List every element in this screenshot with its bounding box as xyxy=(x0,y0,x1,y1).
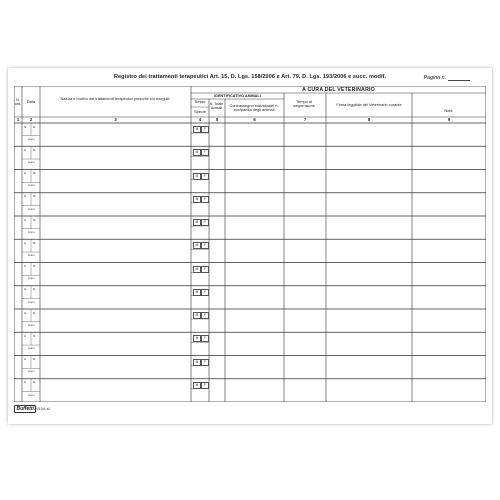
date-month-label: M xyxy=(33,380,36,385)
date-day-label: G xyxy=(24,310,27,315)
sex-male-box[interactable]: M xyxy=(193,149,201,156)
page-number-line[interactable] xyxy=(448,80,470,81)
date-year-label: Anno xyxy=(28,229,35,234)
date-day-label: G xyxy=(24,287,27,292)
register-sheet xyxy=(8,68,492,424)
date-year-label: Anno xyxy=(28,160,35,165)
date-month-label: M xyxy=(33,287,36,292)
col-header-data: Data xyxy=(26,99,36,104)
sex-male-box[interactable]: M xyxy=(193,219,201,226)
date-month-label: M xyxy=(33,171,36,175)
buffetti-logo: Buffetti xyxy=(14,405,36,413)
col-header-firma: Firma leggibile del Veterinario curante xyxy=(336,102,402,107)
date-month-label: M xyxy=(33,147,36,152)
sex-female-box[interactable]: F xyxy=(201,242,209,249)
col-header-natura: Natura e motivo dei trattamenti terapeutici prescritti e/o eseguiti xyxy=(60,96,170,101)
table-grid-lines xyxy=(14,86,486,402)
sex-male-box[interactable]: M xyxy=(193,242,201,249)
sex-female-box[interactable]: F xyxy=(201,289,209,296)
date-month-label: M xyxy=(33,240,36,245)
date-month-label: M xyxy=(33,124,36,129)
date-day-label: G xyxy=(24,264,27,268)
sex-female-box[interactable]: F xyxy=(201,312,209,319)
sex-female-box[interactable]: F xyxy=(201,196,209,203)
date-day-label: G xyxy=(24,240,27,245)
col-header-note: Note xyxy=(444,108,453,113)
date-month-label: M xyxy=(33,194,36,199)
page-number-label: Pagina n. xyxy=(423,75,446,81)
register-table xyxy=(14,86,486,402)
header-identificativo: IDENTIFICATIVO ANIMALI xyxy=(214,94,261,98)
sex-male-box[interactable]: M xyxy=(193,173,201,180)
sex-male-box[interactable]: M xyxy=(193,126,201,133)
page-number-field[interactable] xyxy=(424,75,470,81)
column-number-5: 5 xyxy=(215,117,219,122)
date-day-label: G xyxy=(24,333,27,338)
date-day-label: G xyxy=(24,194,27,199)
date-day-label: G xyxy=(24,380,27,385)
column-number-8: 8 xyxy=(367,117,371,122)
col-header-n-ord: N. ord. xyxy=(14,97,22,107)
date-month-label: M xyxy=(33,217,36,222)
column-number-1: 1 xyxy=(16,117,20,122)
date-day-label: G xyxy=(24,124,27,129)
date-year-label: Anno xyxy=(28,369,35,374)
column-number-9: 9 xyxy=(447,117,451,122)
date-year-label: Anno xyxy=(28,299,35,304)
sex-male-box[interactable]: M xyxy=(193,289,201,296)
sex-male-box[interactable]: M xyxy=(193,382,201,389)
column-number-3: 3 xyxy=(114,117,117,122)
sex-male-box[interactable]: M xyxy=(193,335,201,342)
date-year-label: Anno xyxy=(28,276,35,281)
register-title: Registro dei trattamenti terapeutici Art. 15, D. Lgs. 158/2006 e Art. 79, D. Lgs. 193/2006 e succ. modif. xyxy=(113,74,387,80)
date-year-label: Anno xyxy=(28,392,35,397)
sex-female-box[interactable]: F xyxy=(201,219,209,226)
sex-male-box[interactable]: M xyxy=(193,312,201,319)
date-year-label: Anno xyxy=(28,183,35,188)
column-number-4: 4 xyxy=(198,117,202,122)
date-day-label: G xyxy=(24,217,27,222)
sex-male-box[interactable]: M xyxy=(193,196,201,203)
form-code: 2910A.sl xyxy=(34,406,50,411)
date-year-label: Anno xyxy=(28,206,35,211)
date-year-label: Anno xyxy=(28,136,35,141)
col-header-n-totale: N. Totale Animali xyxy=(209,102,224,110)
date-month-label: M xyxy=(33,264,36,268)
date-day-label: G xyxy=(24,357,27,361)
col-header-tempo: Tempo di sospensione xyxy=(293,99,315,109)
sex-female-box[interactable]: F xyxy=(201,335,209,342)
column-number-2: 2 xyxy=(29,117,33,122)
sex-female-box[interactable]: F xyxy=(201,266,209,273)
col-header-contrassegno: Contrassegno individuale/ n. box/partita degli animali xyxy=(229,103,279,113)
date-month-label: M xyxy=(33,357,36,361)
sex-female-box[interactable]: F xyxy=(201,382,209,389)
date-month-label: M xyxy=(33,310,36,315)
date-day-label: G xyxy=(24,147,27,152)
column-number-6: 6 xyxy=(253,117,256,122)
date-year-label: Anno xyxy=(28,322,35,327)
header-veterinario: A CURA DEL VETERINARIO xyxy=(302,87,375,93)
date-day-label: G xyxy=(24,171,27,175)
date-month-label: M xyxy=(33,333,36,338)
date-year-label: Anno xyxy=(28,253,35,258)
sex-female-box[interactable]: F xyxy=(201,149,209,156)
sex-male-box[interactable]: M xyxy=(193,266,201,273)
col-header-specie: Specie xyxy=(194,109,206,114)
column-number-7: 7 xyxy=(303,117,307,122)
col-header-sesso: Sesso xyxy=(194,99,206,104)
sex-female-box[interactable]: F xyxy=(201,126,209,133)
sex-female-box[interactable]: F xyxy=(201,359,209,366)
sex-female-box[interactable]: F xyxy=(201,173,209,180)
sex-male-box[interactable]: M xyxy=(193,359,201,366)
date-year-label: Anno xyxy=(28,346,35,351)
